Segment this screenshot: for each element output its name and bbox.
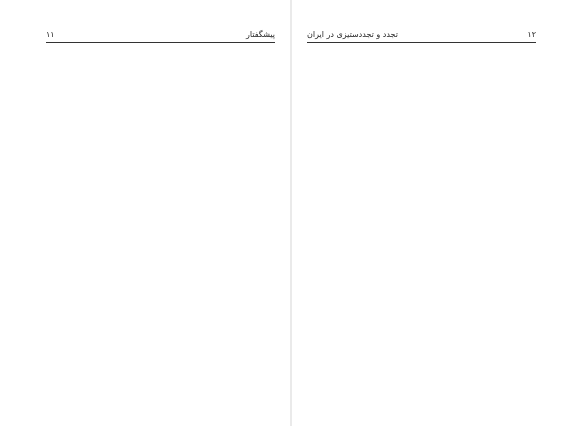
right-page — [291, 0, 582, 426]
left-head-title: پیشگفتار — [246, 30, 275, 39]
right-body-text — [307, 49, 536, 401]
left-running-head — [46, 30, 275, 43]
right-running-head — [307, 30, 536, 43]
left-page-number: ١١ — [46, 30, 55, 39]
left-body-text — [46, 49, 275, 401]
right-head-title: تجدد و تجددستیزی در ایران — [307, 30, 398, 39]
right-page-number: ١٢ — [527, 30, 536, 39]
